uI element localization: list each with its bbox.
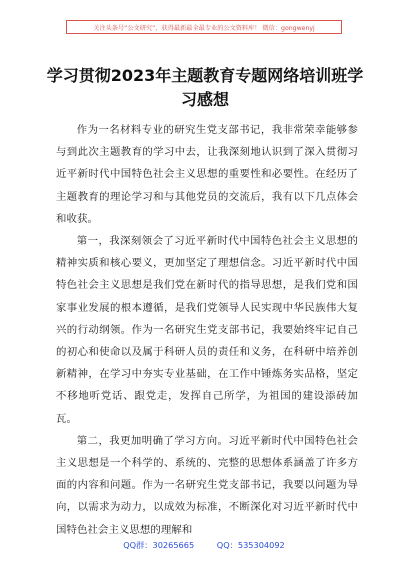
promo-banner[interactable]: 关注头条号“公文研究”，获得最新最全最专业的公文资料库！ 微信：gongwenyj — [66, 20, 342, 34]
paragraph: 作为一名材料专业的研究生党支部书记，我非常荣幸能够参与到此次主题教育的学习中去，让我深刻地认识到了深入贯彻习近平新时代中国特色社会主义思想的重要性和必要性。在经历了主题教育的理论学习和与其他党员的交流后，我有以下几点体会和收获。 — [56, 124, 358, 225]
document-body — [56, 119, 358, 541]
qq-group-link[interactable]: QQ群：30265665 — [123, 540, 195, 550]
paragraph: 第一，我深刻领会了习近平新时代中国特色社会主义思想的精神实质和核心要义，更加坚定了理想信念。习近平新时代中国特色社会主义思想是我们党在新时代的指导思想，是我们党和国家事业发展的根本遵循，是我们党领导人民实现中华民族伟大复兴的行动纲领。作为一名研究生党支部书记，我要始终牢记自己的初心和使命以及属于科研人员的责任和义务，在科研中培养创新精神，在学习中夯实专业基础，在工作中锤炼务实品格，坚定不移地听党话、跟党走，发挥自己所学，为祖国的建设添砖加瓦。 — [56, 235, 358, 425]
page-footer — [0, 540, 408, 551]
paragraph: 第二，我更加明确了学习方向。习近平新时代中国特色社会主义思想是一个科学的、系统的、完整的思想体系涵盖了许多方面的内容和问题。作为一名研究生党支部书记，我要以问题为导向，以需求为动力，以成效为标准，不断深化对习近平新时代中国特色社会主义思想的理解和 — [56, 434, 358, 536]
qq-contact-link[interactable]: QQ：535304092 — [216, 540, 285, 550]
document-title: 学习贯彻2023年主题教育专题网络培训班学习感想 — [46, 66, 364, 109]
